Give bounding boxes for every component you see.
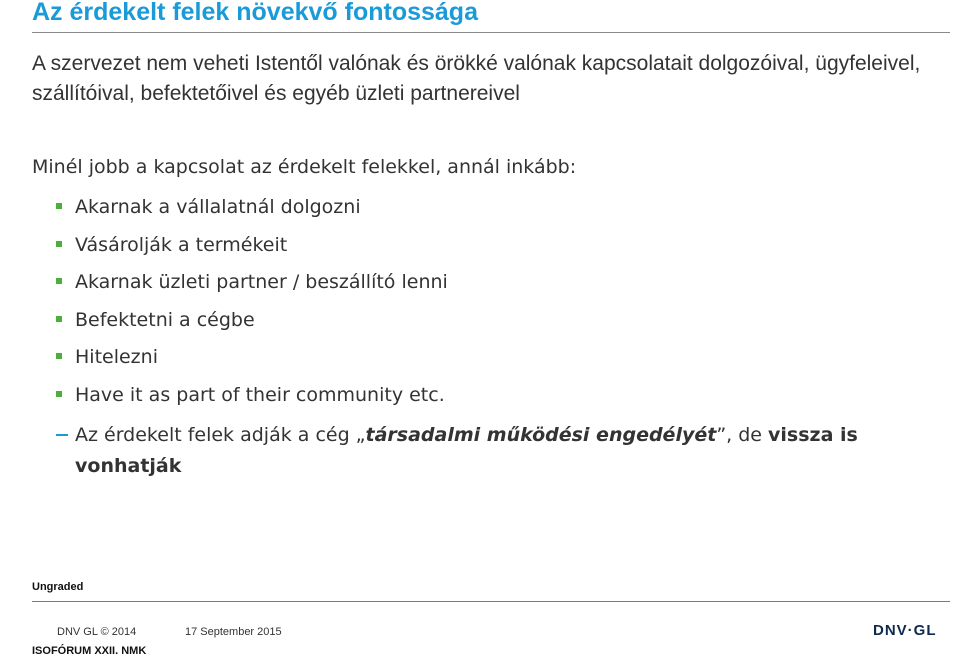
list-item <box>56 232 448 270</box>
footer-event: ISOFÓRUM XXII. NMK <box>32 645 147 657</box>
slide-title: Az érdekelt felek növekvő fontossága <box>32 0 478 26</box>
square-bullet-icon <box>56 391 62 397</box>
dash-emphasis: társadalmi működési engedélyét <box>365 424 717 446</box>
list-item <box>56 382 448 420</box>
footer-date: 17 September 2015 <box>185 626 282 638</box>
bullet-text: Akarnak a vállalatnál dolgozni <box>75 196 361 218</box>
square-bullet-icon <box>56 241 62 247</box>
dash-bullet-icon <box>56 434 68 436</box>
square-bullet-icon <box>56 353 62 359</box>
intro-paragraph: A szervezet nem veheti Istentől valónak és örökké valónak kapcsolatait dolgozóival, ügyfeleivel, szállítóival, befektetőivel és egyéb üzleti partnereivel <box>32 52 921 105</box>
dash-text-part1: Az érdekelt felek adják a cég „ <box>75 424 366 446</box>
bullet-list <box>56 194 448 420</box>
title-divider <box>32 32 950 33</box>
bullet-text: Befektetni a cégbe <box>75 308 255 331</box>
dash-list-item <box>56 420 946 482</box>
lead-sentence: Minél jobb a kapcsolat az érdekelt felekkel, annál inkább: <box>32 156 577 178</box>
footer-divider <box>32 601 950 602</box>
square-bullet-icon <box>56 278 62 284</box>
list-item <box>56 269 448 307</box>
bullet-text: Have it as part of their community etc. <box>75 383 445 406</box>
footer-copyright: DNV GL © 2014 <box>57 626 137 638</box>
dash-text <box>56 420 946 482</box>
square-bullet-icon <box>56 203 62 209</box>
bullet-text: Vásárolják a termékeit <box>75 233 288 256</box>
list-item <box>56 307 448 345</box>
square-bullet-icon <box>56 316 62 322</box>
classification-label: Ungraded <box>32 581 84 593</box>
bullet-text: Akarnak üzleti partner / beszállító lenni <box>75 271 448 294</box>
bullet-text: Hitelezni <box>75 346 158 369</box>
dnvgl-logo: DNV·GL <box>873 622 937 639</box>
list-item <box>56 194 448 232</box>
dash-emphasis-2: vissza is vonhatják <box>75 424 858 477</box>
dash-text-part2: ”, de <box>716 424 769 446</box>
list-item <box>56 344 448 382</box>
